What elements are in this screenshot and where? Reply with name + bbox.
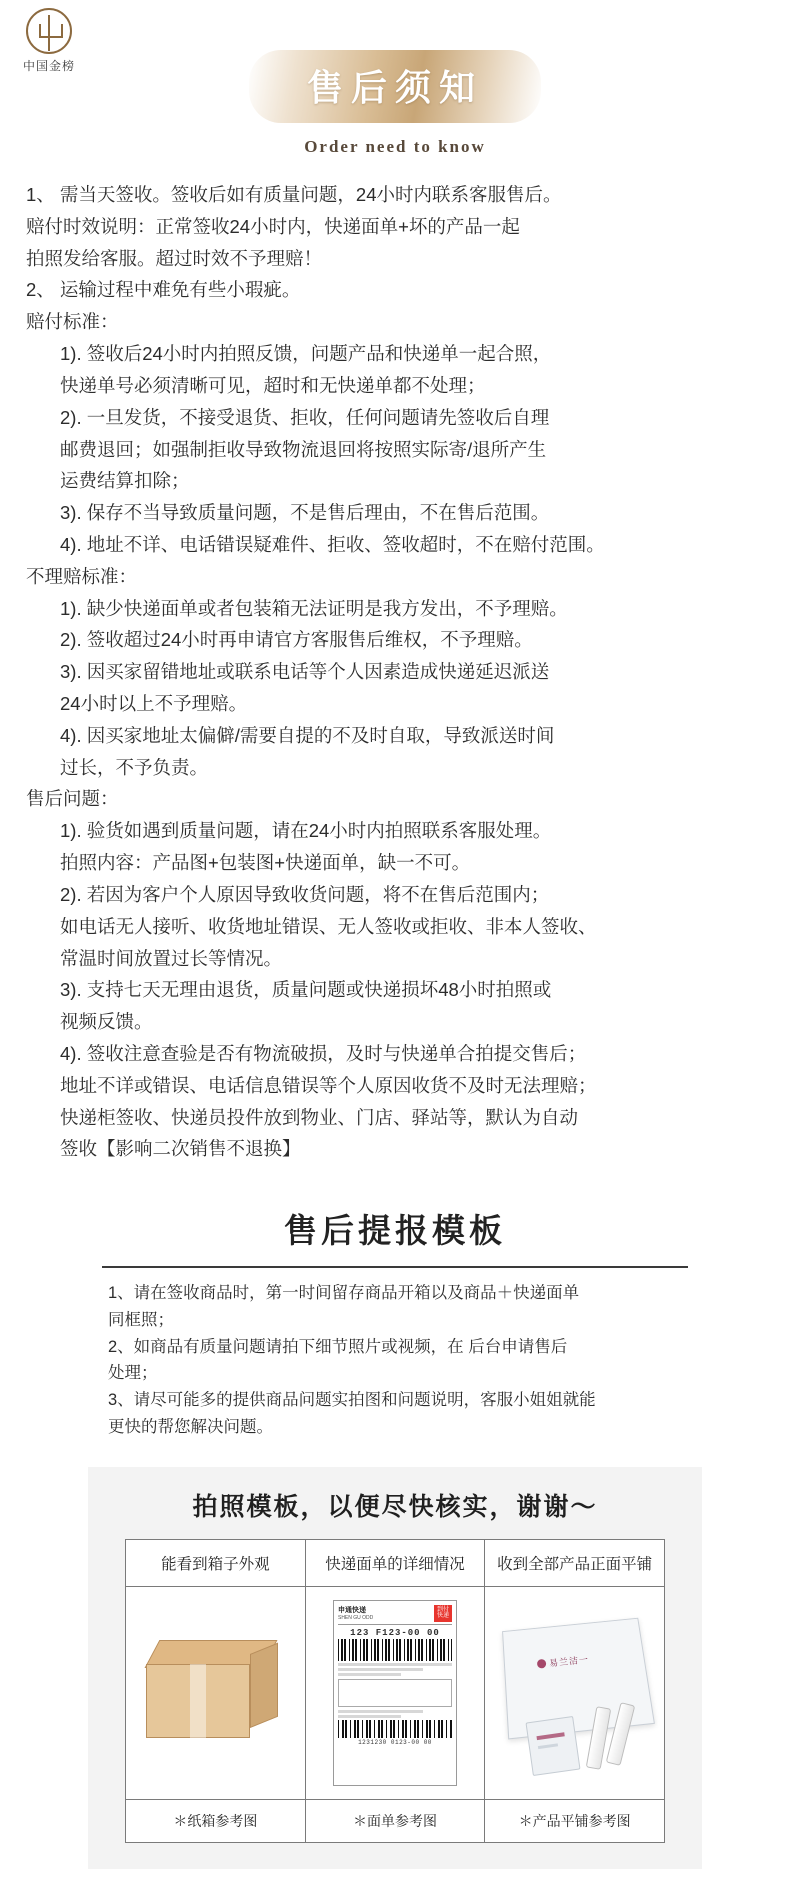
box-tape <box>190 1664 206 1738</box>
waybill-service-tag: 到付 快递 <box>434 1605 452 1622</box>
waybill-sign-box <box>338 1679 452 1707</box>
column-header-flatlay: 收到全部产品正面平铺 <box>485 1539 665 1586</box>
notice-line: 运费结算扣除； <box>60 470 190 492</box>
report-template-notes <box>108 1280 682 1440</box>
product-flatlay-icon <box>495 1603 655 1783</box>
notice-line: 地址不详或错误、电话信息错误等个人原因收货不及时无法理赔； <box>60 1074 597 1096</box>
cell-box-image <box>126 1586 306 1799</box>
waybill-line <box>338 1715 401 1718</box>
brand-logo <box>10 8 88 74</box>
template-note-line: 3、请尽可能多的提供商品问题实拍图和问题说明，客服小姐姐就能 <box>108 1391 596 1410</box>
notice-line: 1). 签收后24小时内拍照反馈，问题产品和快递单一起合照， <box>60 343 552 365</box>
photo-template-title: 拍照模板，以便尽快核实，谢谢～ <box>192 1492 598 1521</box>
notice-line: 如电话无人接听、收货地址错误、无人签收或拒收、非本人签收、 <box>60 915 597 937</box>
notice-line: 快递单号必须清晰可见，超时和无快递单都不处理； <box>60 374 486 396</box>
notice-line: 4). 地址不详、电话错误疑难件、拒收、签收超时，不在赔付范围。 <box>60 533 605 555</box>
waybill-bottom-code: 1231230 0123-00 00 <box>358 1738 432 1746</box>
waybill-line <box>338 1663 452 1666</box>
barcode-secondary-icon <box>338 1720 452 1738</box>
notice-line: 3). 支持七天无理由退货，质量问题或快递损坏48小时拍照或 <box>60 979 552 1001</box>
notice-line: 常温时间放置过长等情况。 <box>60 947 283 969</box>
template-note-line: 1、请在签收商品时，第一时间留存商品开箱以及商品＋快递面单 <box>108 1284 580 1303</box>
notice-line: 24小时以上不予理赔。 <box>60 693 248 714</box>
brand-name: 中国金榜 <box>22 59 75 73</box>
notice-line: 4). 签收注意查验是否有物流破损，及时与快递单合拍提交售后； <box>60 1042 587 1064</box>
page-title: 售后须知 <box>249 50 541 123</box>
notice-line: 拍照内容：产品图+包装图+快递面单，缺一不可。 <box>60 852 471 874</box>
notice-line: 快递柜签收、快递员投件放到物业、门店、驿站等，默认为自动 <box>60 1106 579 1128</box>
notice-body <box>26 179 764 1165</box>
template-note-line: 同框照； <box>108 1310 174 1329</box>
box-side-face <box>250 1642 278 1727</box>
notice-line: 1、 需当天签收。签收后如有质量问题，24小时内联系客服售后。 <box>26 184 562 205</box>
notice-line: 过长，不予负责。 <box>60 756 209 778</box>
notice-line: 签收【影响二次销售不退换】 <box>60 1138 301 1160</box>
waybill-header <box>338 1605 452 1625</box>
notice-line: 1). 缺少快递面单或者包装箱无法证明是我方发出，不予理赔。 <box>60 597 568 619</box>
notice-line: 3). 保存不当导致质量问题，不是售后理由，不在售后范围。 <box>60 502 550 524</box>
template-note-line: 2、如商品有质量问题请拍下细节照片或视频，在 后台申请售后 <box>108 1337 568 1356</box>
waybill-detail-lines <box>338 1710 452 1718</box>
notice-line: 2). 若因为客户个人原因导致收货问题，将不在售后范围内； <box>60 883 550 905</box>
photo-template-table <box>125 1539 665 1843</box>
notice-line: 2、 运输过程中难免有些小瑕疵。 <box>26 279 301 301</box>
waybill-company-code: SHEN GU ODD <box>337 1614 374 1621</box>
waybill-line <box>338 1710 424 1713</box>
notice-line: 2). 签收超过24小时再申请官方客服售后维权，不予理赔。 <box>60 629 533 651</box>
notice-line: 赔付时效说明：正常签收24小时内，快递面单+坏的产品一起 <box>26 215 520 237</box>
column-footer-box: ＊纸箱参考图 <box>126 1799 306 1842</box>
waybill-company: 申通快递 <box>337 1606 366 1614</box>
template-note-line: 更快的帮您解决问题。 <box>108 1417 273 1436</box>
column-footer-waybill: ＊面单参考图 <box>305 1799 485 1842</box>
report-template-section <box>0 1205 790 1440</box>
column-footer-flatlay: ＊产品平铺参考图 <box>485 1799 665 1842</box>
notice-line: 拍照发给客服。超过时效不予理赔！ <box>26 247 323 269</box>
table-header-row <box>126 1539 665 1586</box>
circle-gold-logo-icon <box>26 8 72 54</box>
template-note-line: 处理； <box>108 1364 158 1383</box>
notice-line: 1). 验货如遇到质量问题，请在24小时内拍照联系客服处理。 <box>60 820 552 842</box>
notice-line: 4). 因买家地址太偏僻/需要自提的不及时自取，导致派送时间 <box>60 724 555 746</box>
divider <box>102 1266 688 1268</box>
table-image-row <box>126 1586 665 1799</box>
notice-line: 视频反馈。 <box>60 1011 153 1033</box>
table-footer-row <box>126 1799 665 1842</box>
flatlay-pouch-line <box>536 1732 564 1740</box>
flatlay-pouch <box>525 1715 580 1775</box>
barcode-icon <box>338 1639 452 1661</box>
waybill-line <box>338 1673 401 1676</box>
notice-line: 邮费退回；如强制拒收导致物流退回将按照实际寄/退所产生 <box>60 438 547 460</box>
column-header-waybill: 快递面单的详细情况 <box>305 1539 485 1586</box>
flatlay-sheet <box>502 1617 655 1739</box>
waybill-line <box>338 1668 424 1671</box>
waybill-address-lines <box>338 1663 452 1676</box>
cell-waybill-image <box>305 1586 485 1799</box>
report-template-title: 售后提报模板 <box>284 1212 506 1250</box>
notice-line: 3). 因买家留错地址或联系电话等个人因素造成快递延迟派送 <box>60 661 550 683</box>
flatlay-brand-text: 易兰洁一 <box>548 1653 590 1668</box>
flatlay-brand-dot-icon <box>536 1658 546 1668</box>
carton-box-icon <box>146 1634 284 1752</box>
photo-template-card <box>88 1467 702 1869</box>
notice-line: 赔付标准： <box>26 311 119 333</box>
notice-line: 不理赔标准： <box>26 565 138 587</box>
flatlay-pouch-line <box>538 1743 558 1749</box>
notice-line: 售后问题： <box>26 788 119 810</box>
page-header <box>0 0 790 157</box>
waybill-tracking-number: 123 F123-00 00 <box>350 1627 440 1638</box>
notice-line: 2). 一旦发货，不接受退货、拒收，任何问题请先签收后自理 <box>60 406 550 428</box>
page-subtitle: Order need to know <box>304 137 486 156</box>
waybill-label-icon <box>333 1600 457 1786</box>
cell-flatlay-image <box>485 1586 665 1799</box>
column-header-box: 能看到箱子外观 <box>126 1539 306 1586</box>
